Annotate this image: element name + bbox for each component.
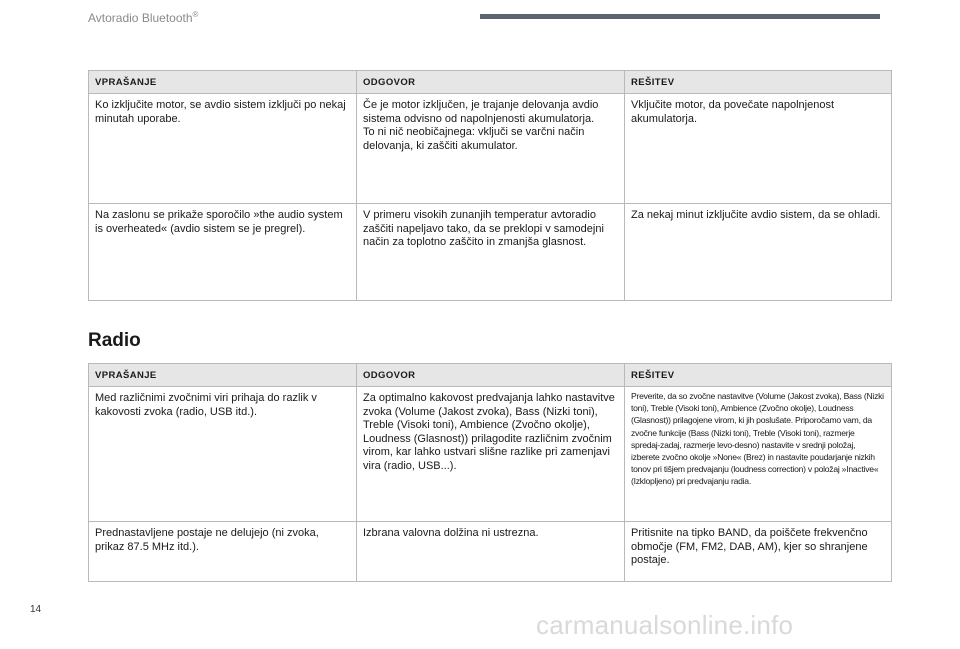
- solution-cell: Pritisnite na tipko BAND, da poiščete frekvenčno območje (FM, FM2, DAB, AM), kjer so shranjene postaje.: [625, 522, 892, 582]
- question-cell: Med različnimi zvočnimi viri prihaja do razlik v kakovosti zvoka (radio, USB itd.).: [89, 387, 357, 522]
- table-row: [89, 204, 892, 301]
- page-number: 14: [30, 604, 42, 615]
- column-header-question: VPRAŠANJE: [89, 71, 357, 94]
- solution-cell: Preverite, da so zvočne nastavitve (Volume (Jakost zvoka), Bass (Nizki toni), Treble (Visoki toni), Ambience (Zvočno okolje), Loudness (Glasnost)) prilagojene virom, ki jih poslušate. Priporočamo vam, da zvočne funkcije (Bass (Nizki toni), Treble (Visoki toni), razmerje spredaj-zadaj, razmerje levo-desno) nastavite v srednji položaj, izberete zvočno okolje »None« (Brez) in nastavite poudarjanje nizkih tonov pri tišjem predvajanju (loudness correction) v položaj »Inactive« (Izklopljeno) pri predvajanju radia.: [625, 387, 892, 522]
- answer-line: Če je motor izključen, je trajanje delovanja avdio sistema odvisno od napolnjenosti akumulatorja.: [363, 99, 599, 125]
- table-header-row: [89, 364, 892, 387]
- answer-cell: V primeru visokih zunanjih temperatur avtoradio zaščiti napeljavo tako, da se preklopi v samodejni način za toplotno zaščito in zmanjša glasnost.: [357, 204, 625, 301]
- column-header-answer: ODGOVOR: [357, 364, 625, 387]
- troubleshooting-table-general: [88, 70, 892, 301]
- table-row: [89, 522, 892, 582]
- table-row: [89, 387, 892, 522]
- header-accent-bar: [480, 14, 880, 19]
- solution-cell: Za nekaj minut izključite avdio sistem, da se ohladi.: [625, 204, 892, 301]
- answer-cell: [357, 94, 625, 204]
- answer-cell: Izbrana valovna dolžina ni ustrezna.: [357, 522, 625, 582]
- header-title-text: Avtoradio Bluetooth: [88, 11, 193, 25]
- answer-cell: Za optimalno kakovost predvajanja lahko nastavitve zvoka (Volume (Jakost zvoka), Bass (Nizki toni), Treble (Visoki toni), Ambience (Zvočno okolje), Loudness (Glasnost)) prilagodite različnim zvočnim virom, kar lahko ustvari slišne razlike pri zamenjavi vira (radio, USB...).: [357, 387, 625, 522]
- troubleshooting-table-radio: [88, 363, 892, 582]
- registered-mark: ®: [192, 10, 199, 19]
- answer-line: To ni nič neobičajnega: vključi se varčni način delovanja, ki zaščiti akumulator.: [363, 126, 585, 152]
- column-header-solution: REŠITEV: [625, 71, 892, 94]
- solution-cell: Vključite motor, da povečate napolnjenost akumulatorja.: [625, 94, 892, 204]
- question-cell: Prednastavljene postaje ne delujejo (ni zvoka, prikaz 87.5 MHz itd.).: [89, 522, 357, 582]
- watermark-text: carmanualsonline.info: [536, 610, 794, 640]
- column-header-question: VPRAŠANJE: [89, 364, 357, 387]
- question-cell: Na zaslonu se prikaže sporočilo »the audio system is overheated« (avdio sistem se je pregrel).: [89, 204, 357, 301]
- section-heading-radio: Radio: [88, 330, 141, 351]
- column-header-solution: REŠITEV: [625, 364, 892, 387]
- document-section-title: [88, 10, 198, 25]
- table-header-row: [89, 71, 892, 94]
- table-row: [89, 94, 892, 204]
- question-cell: Ko izključite motor, se avdio sistem izključi po nekaj minutah uporabe.: [89, 94, 357, 204]
- column-header-answer: ODGOVOR: [357, 71, 625, 94]
